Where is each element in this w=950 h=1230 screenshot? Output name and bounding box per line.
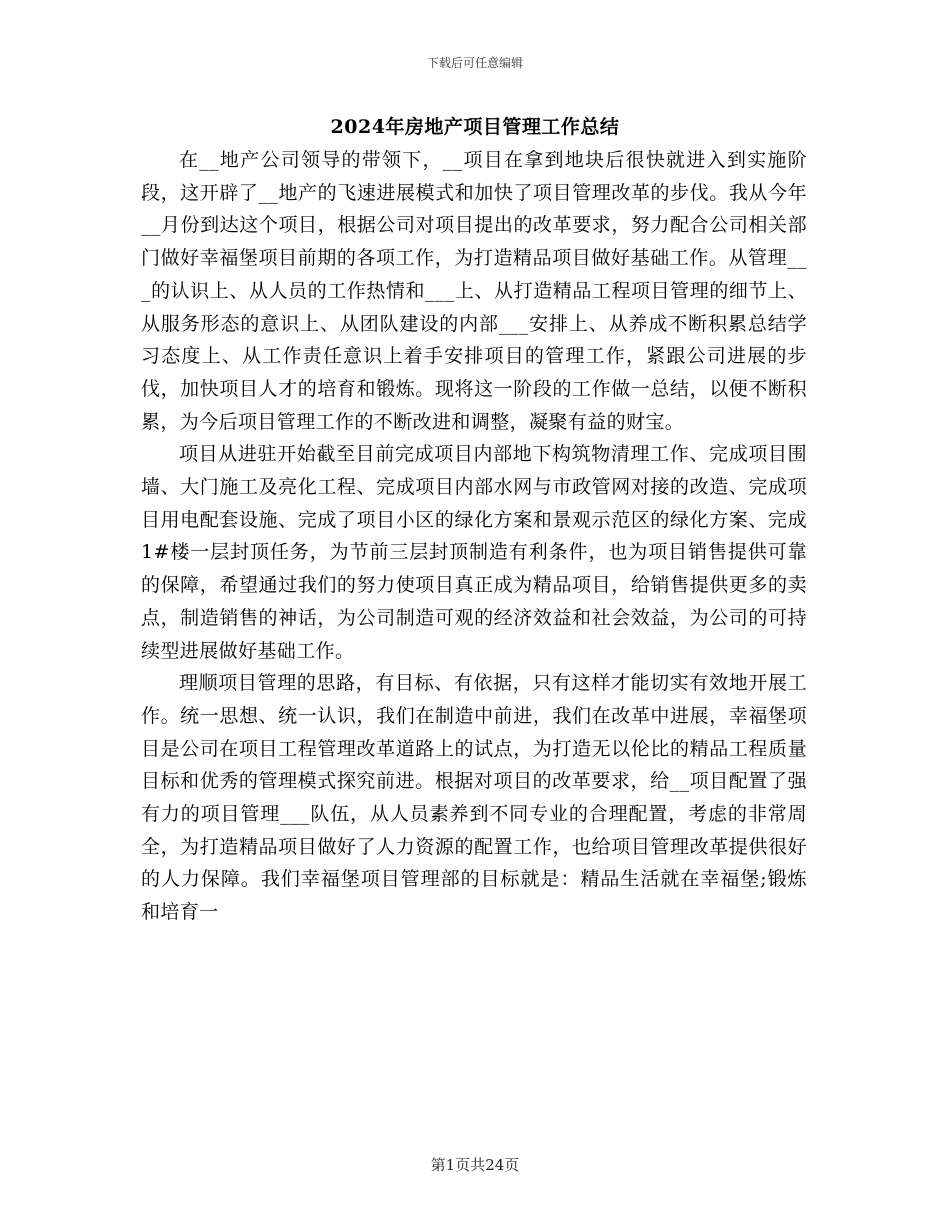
page-header: 下载后可任意编辑 [426,56,523,70]
document-body [141,144,807,929]
paragraph: 理顺项目管理的思路，有目标、有依据，只有这样才能切实有效地开展工作。统一思想、统一认识，我们在制造中前进，我们在改革中进展，幸福堡项目是公司在项目工程管理改革道路上的试点，为打造无以伦比的精品工程质量目标和优秀的管理模式探究前进。根据对项目的改革要求，给__项目配置了强有力的项目管理___队伍，从人员素养到不同专业的合理配置，考虑的非常周全，为打造精品项目做好了人力资源的配置工作，也给项目管理改革提供很好的人力保障。我们幸福堡项目管理部的目标就是：精品生活就在幸福堡;锻炼和培育一 [141,672,807,924]
paragraph: 项目从进驻开始截至目前完成项目内部地下构筑物清理工作、完成项目围墙、大门施工及亮化工程、完成项目内部水网与市政管网对接的改造、完成项目用电配套设施、完成了项目小区的绿化方案和景观示范区的绿化方案、完成1#楼一层封顶任务，为节前三层封顶制造有利条件，也为项目销售提供可靠的保障，希望通过我们的努力使项目真正成为精品项目，给销售提供更多的卖点，制造销售的神话，为公司制造可观的经济效益和社会效益，为公司的可持续型进展做好基础工作。 [141,443,807,662]
page-footer: 第1页共24页 [430,1156,520,1174]
paragraph: 在__地产公司领导的带领下，__项目在拿到地块后很快就进入到实施阶段，这开辟了__地产的飞速进展模式和加快了项目管理改革的步伐。我从今年__月份到达这个项目，根据公司对项目提出的改革要求，努力配合公司相关部门做好幸福堡项目前期的各项工作，为打造精品项目做好基础工作。从管理___的认识上、从人员的工作热情和___上、从打造精品工程项目管理的细节上、从服务形态的意识上、从团队建设的内部___安排上、从养成不断积累总结学习态度上、从工作责任意识上着手安排项目的管理工作，紧跟公司进展的步伐，加快项目人才的培育和锻炼。现将这一阶段的工作做一总结，以便不断积累，为今后项目管理工作的不断改进和调整，凝聚有益的财宝。 [141,149,807,433]
document-title: 2024年房地产项目管理工作总结 [330,116,620,138]
